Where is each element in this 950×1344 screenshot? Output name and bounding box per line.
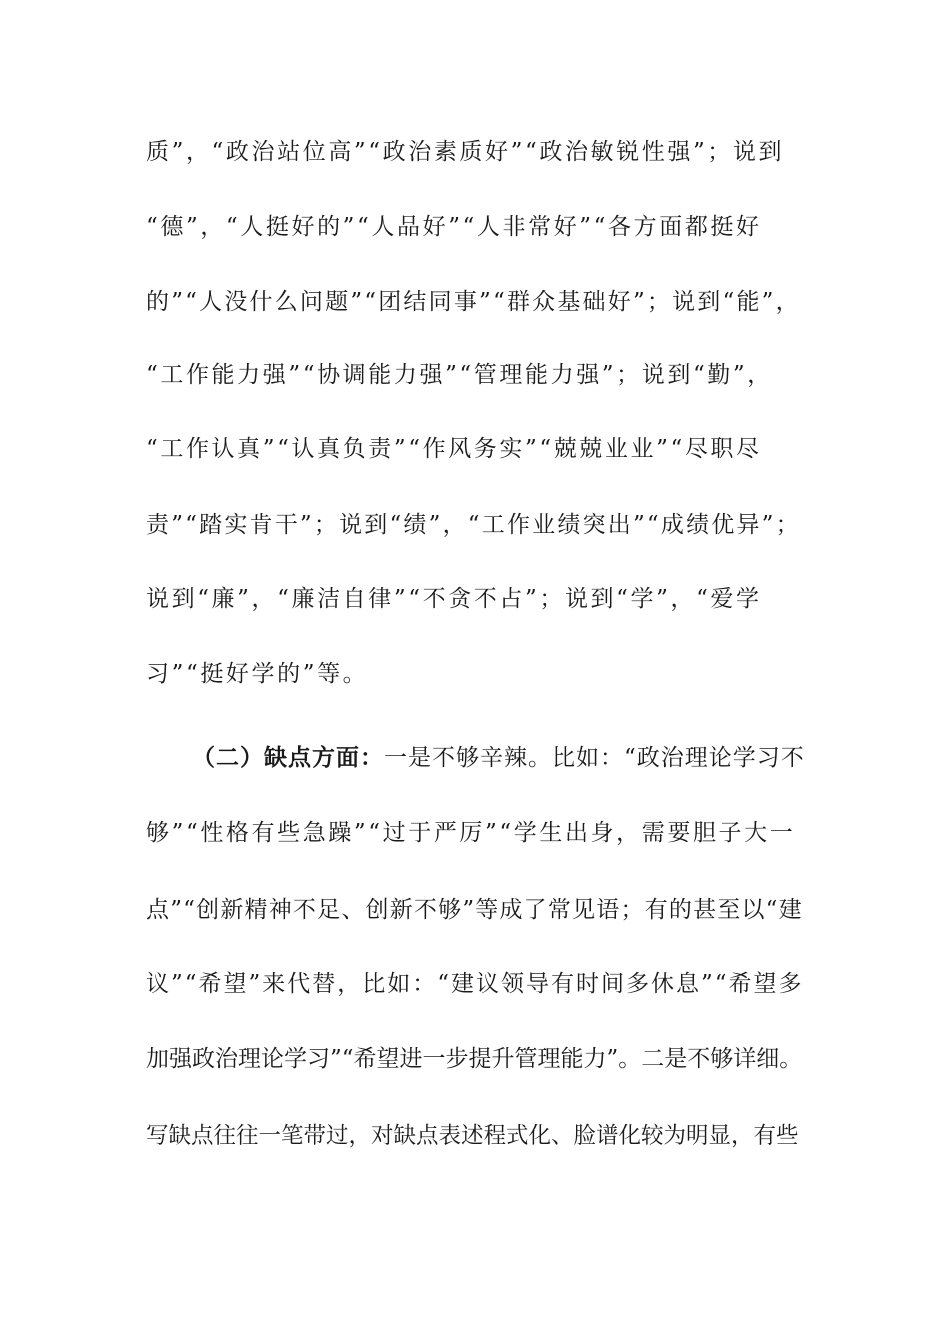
- section-line-6: 写缺点往往一笔带过，对缺点表述程式化、脸谱化较为明显，有些: [146, 1123, 799, 1149]
- section-line-3: 点”“创新精神不足、创新不够”等成了常见语；有的甚至以“建: [146, 897, 803, 923]
- section-line-2: 够”“性格有些急躁”“过于严厉”“学生出身，需要胆子大一: [146, 820, 796, 846]
- paragraph-line-8: 习”“挺好学的”等。: [146, 661, 369, 687]
- paragraph-line-6: 责”“踏实肯干”；说到“绩”，“工作业绩突出”“成绩优异”；: [146, 512, 801, 538]
- section-first-line-text: 一是不够辛辣。比如：“政治理论学习不: [384, 745, 805, 771]
- paragraph-line-5: “工作认真”“认真负责”“作风务实”“兢兢业业”“尽职尽: [146, 436, 762, 462]
- section-first-line: [192, 743, 805, 773]
- paragraph-line-2: “德”，“人挺好的”“人品好”“人非常好”“各方面都挺好: [146, 214, 762, 240]
- section-line-5: 加强政治理论学习”“希望进一步提升管理能力”。二是不够详细。: [146, 1046, 803, 1072]
- section-line-4: 议”“希望”来代替，比如：“建议领导有时间多休息”“希望多: [146, 971, 804, 997]
- section-heading: （二）缺点方面：: [192, 744, 384, 771]
- paragraph-line-1: 质”，“政治站位高”“政治素质好”“政治敏锐性强”；说到: [146, 139, 785, 165]
- paragraph-line-3: 的”“人没什么问题”“团结同事”“群众基础好”；说到“能”，: [146, 289, 801, 315]
- paragraph-line-4: “工作能力强”“协调能力强”“管理能力强”；说到“勤”，: [146, 362, 773, 388]
- paragraph-line-7: 说到“廉”，“廉洁自律”“不贪不占”；说到“学”，“爱学: [146, 586, 762, 612]
